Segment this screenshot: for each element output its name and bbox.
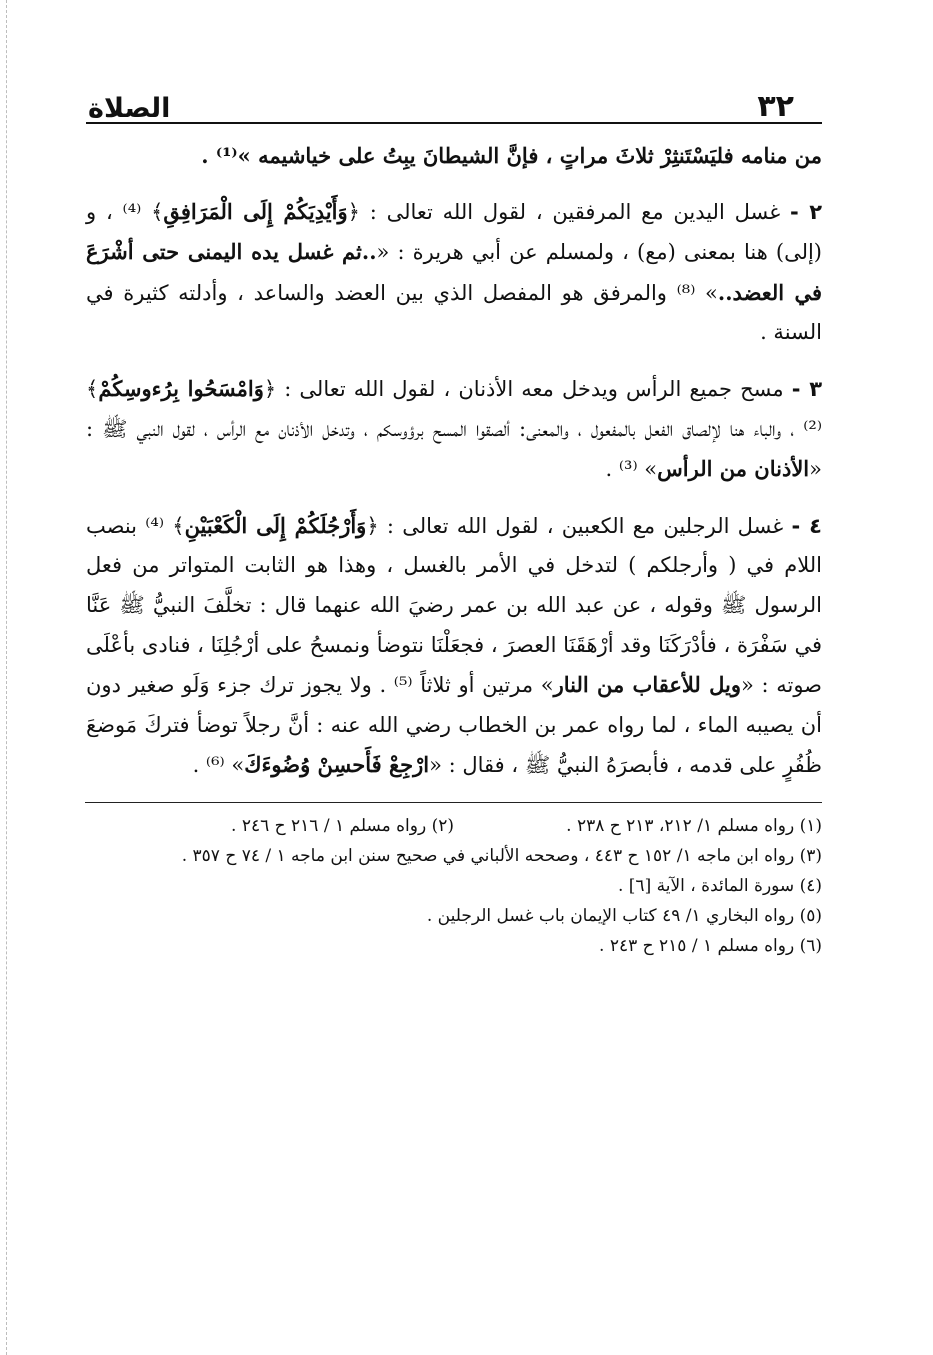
paragraph-item-4 (86, 506, 822, 786)
text-segment: مسح جميع الرأس ويدخل معه الأذنان ، لقول الله تعالى : ﴿ (263, 376, 784, 401)
text-segment: » ⁽⁸⁾ والمرفق هو المفصل الذي بين العضد والساعد ، وأدلته كثيرة في السنة . (86, 280, 822, 345)
footnote-5: (٥) رواه البخاري ١/ ٤٩ كتاب الإيمان باب غسل الرجلين . (426, 905, 822, 926)
item-number: ٤ - (791, 513, 822, 538)
page-header (86, 70, 822, 124)
text-segment: » مرتين أو ثلاثاً ⁽⁵⁾ . ولا يجوز ترك جزء وَلَو صغير دون أن يصيبه الماء ، لما رواه عمر بن الخطاب رضي الله عنه : أنَّ رجلاً توضأ فتركَ مَوضعَ ظُفُرٍ على قدمه ، فأبصرَهُ النبيُّ ﷺ ، فقال : « (86, 673, 822, 778)
text-segment: » ⁽⁶⁾ . (192, 753, 245, 778)
quran-quote: وَامْسَحُوا بِرُءوسِكُمْ (98, 375, 264, 401)
paragraph-continuation (86, 136, 822, 176)
page-number: ٣٢ (757, 89, 794, 124)
scan-margin-line (6, 0, 7, 1355)
paragraph-item-3 (86, 369, 822, 490)
text-segment: ﴾ ⁽²⁾ ، والباء هنا لإلصاق الفعل بالمفعول ، والمعنى: ألصقوا المسح برؤوسكم ، وتدخل الأذنان مع الرأس ، لقول النبي ﷺ : « (86, 376, 822, 482)
body-text (86, 136, 822, 786)
text-segment: ﴾ ⁽⁴⁾ ، و (إلى) هنا بمعنى (مع) ، ولمسلم عن أبي هريرة : « (86, 199, 822, 265)
book-page (86, 70, 822, 961)
footnote-1: (١) رواه مسلم ١/ ٢١٢، ٢١٣ ح ٢٣٨ . (566, 815, 822, 836)
hadith-quote: ويل للأعقاب من النار (553, 672, 741, 698)
quran-quote: وَأَرْجُلَكُمْ إِلَى الْكَعْبَيْنِ (184, 512, 367, 538)
hadith-quote: الأذنان من الرأس (657, 456, 810, 482)
hadith-quote: ..ثم غسل يده اليمنى حتى أشْرَعَ في العضد.. (86, 239, 823, 305)
running-title: الصلاة (88, 93, 171, 124)
quran-quote: وَأَيْدِيَكُمْ إِلَى الْمَرَافِقِ (163, 198, 348, 224)
hadith-quote: ارْجِعْ فَأَحسِنْ وُضُوءَكَ (244, 752, 430, 778)
paragraph-item-2 (86, 192, 822, 353)
footnote-3: (٣) رواه ابن ماجه ١/ ١٥٢ ح ٤٤٣ ، وصححه الألباني في صحيح سنن ابن ماجه ١ / ٧٤ ح ٣٥٧ . (181, 845, 822, 866)
text-segment: » ⁽³⁾ . (605, 457, 658, 482)
text-segment: غسل اليدين مع المرفقين ، لقول الله تعالى : ﴿ (347, 199, 781, 224)
paragraph-text: من منامه فليَسْتَنثِرْ ثلاثَ مراتٍ ، فإنَّ الشيطانَ يبِتُ على خياشيمه »⁽¹⁾ . (201, 143, 822, 168)
footnote-4: (٤) سورة المائدة ، الآية [٦] . (617, 875, 822, 896)
item-number: ٣ - (791, 376, 823, 401)
footnote-2: (٢) رواه مسلم ١ / ٢١٦ ح ٢٤٦ . (231, 815, 454, 836)
footnote-separator (85, 802, 822, 803)
item-number: ٢ - (790, 199, 823, 224)
footnotes (86, 811, 822, 961)
text-segment: غسل الرجلين مع الكعبين ، لقول الله تعالى : ﴿ (366, 513, 784, 538)
text-segment: ﴾ ⁽⁴⁾ بنصب اللام في ( وأرجلكم ) لتدخل في الأمر بالغسل ، وهذا هو الثابت المتواتر من فعل الرسول ﷺ وقوله ، عن عبد الله بن عمر رضيَ الله عنهما قال : تخلَّفَ النبيُّ ﷺ عَنَّا في سَفْرَة ، فأدْرَكَنَا وقد أرْهَقَنَا العصرَ ، فجعَلْنَا نتوضأ ونمسحُ على أرْجُلِنَا ، فنادى بأعْلَى صوته : « (86, 513, 823, 698)
footnote-6: (٦) رواه مسلم ١ / ٢١٥ ح ٢٤٣ . (599, 935, 822, 956)
footnote-row (86, 811, 822, 841)
